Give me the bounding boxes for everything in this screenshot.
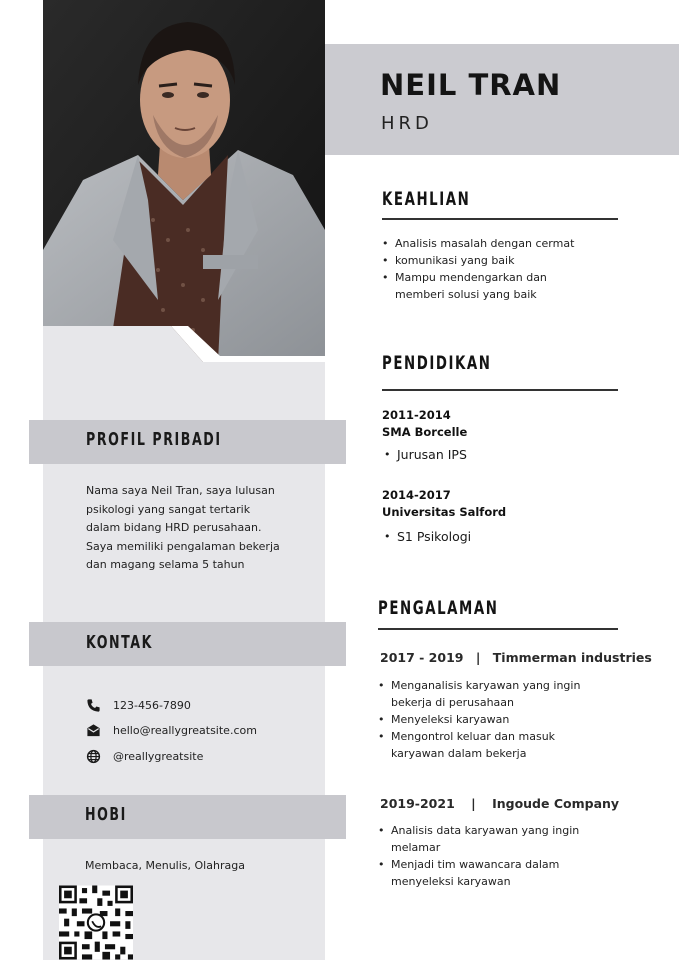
globe-icon	[86, 749, 101, 764]
skill-item: • Mampu mendengarkan dan memberi solusi yang baik	[381, 269, 621, 303]
contact-heading: KONTAK	[86, 632, 153, 653]
profile-line: psikologi yang sangat tertarik	[86, 502, 251, 516]
skills-rule	[382, 218, 618, 220]
hobby-heading: HOBI	[85, 804, 127, 825]
job-duties	[377, 822, 617, 890]
contact-web[interactable]: @reallygreatsite	[113, 749, 204, 763]
contact-phone[interactable]: 123-456-7890	[113, 698, 191, 712]
job-separator: |	[475, 650, 481, 665]
hobby-section-bar	[29, 795, 346, 839]
job-company: Ingoude Company	[492, 796, 620, 811]
skill-item: • Analisis masalah dengan cermat	[381, 235, 621, 252]
job-separator: |	[471, 796, 476, 811]
profile-line: Saya memiliki pengalaman bekerja	[86, 539, 280, 553]
job-period: 2019-2021	[380, 796, 455, 811]
job-duty: • Menyeleksi karyawan	[377, 711, 617, 728]
job-company: Timmerman industries	[492, 650, 652, 665]
education-detail-list	[383, 528, 471, 545]
education-school: SMA Borcelle	[382, 425, 468, 439]
contact-section-bar	[29, 622, 346, 666]
job-header	[380, 796, 619, 811]
education-years: 2011-2014	[382, 408, 451, 422]
profile-line: dan magang selama 5 tahun	[86, 558, 245, 571]
contact-email[interactable]: hello@reallygreatsite.com	[113, 723, 257, 737]
contact-phone-row	[86, 696, 191, 714]
education-school: Universitas Salford	[382, 505, 507, 519]
qr-code-icon[interactable]	[59, 885, 133, 960]
person-photo	[43, 0, 325, 362]
profile-photo	[43, 0, 325, 362]
skills-heading: KEAHLIAN	[382, 188, 471, 210]
contact-email-row	[86, 721, 257, 739]
job-duty: • Mengontrol keluar dan masuk karyawan dalam bekerja	[377, 728, 617, 762]
experience-rule	[378, 628, 618, 630]
education-years: 2014-2017	[382, 488, 451, 502]
job-period: 2017 - 2019	[380, 650, 464, 665]
person-role: HRD	[381, 113, 433, 134]
email-icon	[86, 723, 101, 738]
education-rule	[382, 389, 618, 391]
education-detail: • S1 Psikologi	[383, 528, 471, 545]
contact-web-row	[86, 747, 203, 765]
phone-icon	[86, 698, 101, 713]
job-header	[380, 650, 652, 665]
job-duty: • Menjadi tim wawancara dalam menyeleksi karyawan	[377, 856, 617, 890]
person-name: NEIL TRAN	[380, 68, 562, 102]
skills-list	[381, 235, 621, 303]
experience-heading: PENGALAMAN	[378, 597, 499, 619]
education-heading: PENDIDIKAN	[382, 352, 492, 374]
job-duties	[377, 677, 617, 762]
hobby-text: Membaca, Menulis, Olahraga	[85, 859, 245, 872]
photo-divider-shape	[43, 326, 343, 376]
skill-item: • komunikasi yang baik	[381, 252, 621, 269]
profile-text	[86, 482, 301, 575]
profile-line: dalam bidang HRD perusahaan.	[86, 521, 262, 534]
education-detail: • Jurusan IPS	[383, 446, 467, 463]
job-duty: • Menganalisis karyawan yang ingin bekerja di perusahaan	[377, 677, 617, 711]
profile-heading: PROFIL PRIBADI	[86, 429, 222, 450]
education-detail-list	[383, 446, 467, 463]
profile-line: Nama saya Neil Tran, saya lulusan	[86, 484, 275, 497]
job-duty: • Analisis data karyawan yang ingin melamar	[377, 822, 617, 856]
